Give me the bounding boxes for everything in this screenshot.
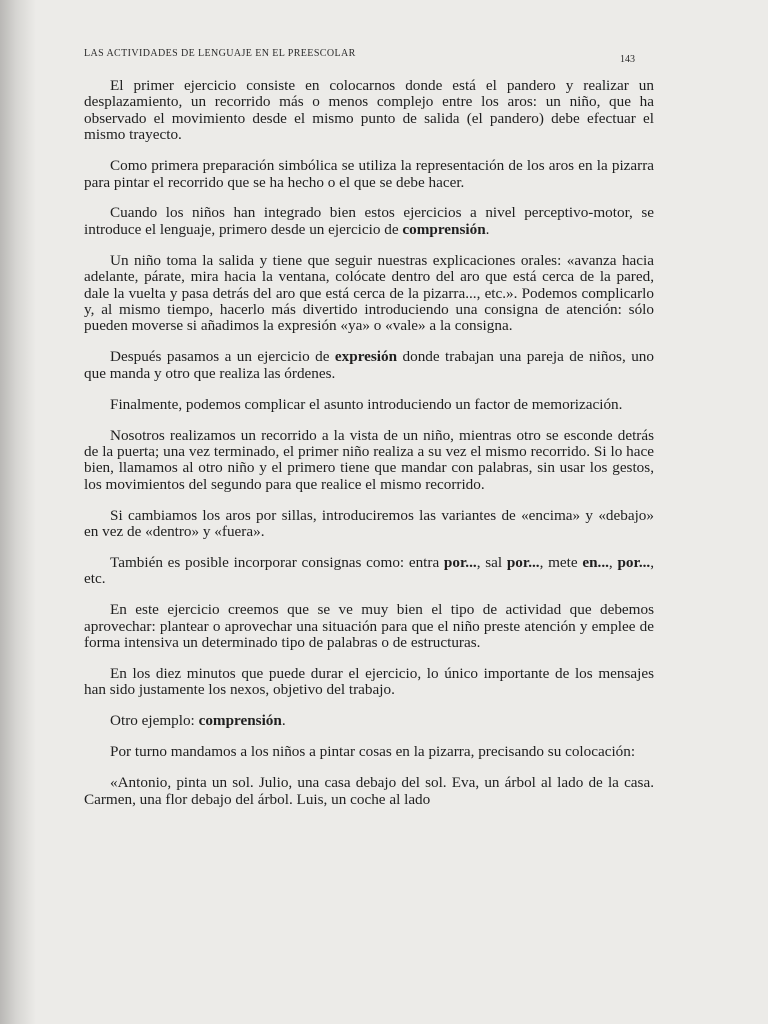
paragraph-5: [84, 349, 654, 382]
bold-term: por...: [443, 553, 477, 571]
paragraph-text: En los diez minutos que puede durar el ejercicio, lo único importante de los mensajes han sido justamente los nexos, objetivo del trabajo.: [84, 664, 654, 699]
bold-term: por...: [506, 553, 540, 571]
paragraph-text: Finalmente, podemos complicar el asunto introduciendo un factor de memorización.: [110, 395, 623, 413]
paragraph-text: Por turno mandamos a los niños a pintar cosas en la pizarra, precisando su colocación:: [110, 743, 636, 761]
bold-term: comprensión: [198, 712, 282, 730]
paragraph-14: [84, 775, 654, 808]
paragraph-3: [84, 205, 654, 238]
paragraph-text: Nosotros realizamos un recorrido a la vista de un niño, mientras otro se esconde detrás de la puerta; una vez terminado, el primer niño realiza a su vez el mismo recorrido. Si lo hace bien, llamamos al otro niño y el primero tiene que mandar con palabras, sin usar los gestos, los movimientos del segundo para que realice el mismo recorrido.: [84, 426, 654, 493]
paragraph-text: Cuando los niños han integrado bien estos ejercicios a nivel perceptivo-motor, se introduce el lenguaje, primero desde un ejercicio de: [84, 204, 654, 238]
paragraph-text: «Antonio, pinta un sol. Julio, una casa debajo del sol. Eva, un árbol al lado de la casa. Carmen, una flor debajo del árbol. Luis, un coche al lado: [84, 774, 654, 808]
paragraph-text: Después pasamos a un ejercicio de: [110, 348, 335, 366]
paragraph-12: [84, 713, 654, 729]
bold-term: expresión: [334, 348, 398, 366]
paragraph-2: [84, 158, 654, 191]
bold-term: en...: [582, 553, 609, 571]
paragraph-text: Un niño toma la salida y tiene que seguir nuestras explicaciones orales: «avanza hacia adelante, párate, mira hacia la ventana, colócate dentro del aro que está cerca de la pared, dale la vuelta y pasa detrás del aro que está cerca de la pizarra..., etc.». Podemos complicarlo y, al mismo tiempo, hacerlo más divertido introduciendo una consigna de atención: sólo pueden moverse si añadimos la expresión «ya» o «vale» a la consigna.: [84, 251, 654, 335]
paragraph-text: .: [281, 712, 286, 730]
paragraph-text: El primer ejercicio consiste en colocarnos donde está el pandero y realizar un desplazamiento, un recorrido más o menos complejo entre los aros: un niño, que ha observado el movimiento desde el mismo punto de salida (el pandero) debe efectuar el mismo trayecto.: [84, 77, 654, 144]
paragraph-8: [84, 508, 654, 541]
paragraph-text: Otro ejemplo:: [110, 712, 199, 730]
paragraph-7: [84, 428, 654, 494]
paragraph-text: Como primera preparación simbólica se utiliza la representación de los aros en la pizarra para pintar el recorrido que se ha hecho o el que se debe hacer.: [84, 157, 654, 191]
paragraph-text: Si cambiamos los aros por sillas, introduciremos las variantes de «encima» y «debajo» en vez de «dentro» y «fuera».: [84, 506, 654, 541]
paragraph-text: .: [485, 220, 490, 238]
paragraph-text: , mete: [539, 553, 583, 571]
paragraph-text: ,: [608, 553, 618, 571]
paragraph-text: , sal: [476, 553, 507, 571]
paragraph-text: donde trabajan una pareja de niños, uno que manda y otro que realiza las órdenes.: [84, 348, 654, 382]
paragraph-11: [84, 666, 654, 699]
paragraph-6: [84, 397, 654, 413]
paragraph-text: También es posible incorporar consignas como: entra: [110, 553, 444, 571]
bold-term: por...: [617, 553, 651, 571]
paragraph-13: [84, 744, 654, 760]
bold-term: comprensión: [402, 220, 486, 238]
paragraph-9: [84, 555, 654, 588]
paragraph-4: [84, 253, 654, 335]
paragraph-10: [84, 602, 654, 651]
running-head: LAS ACTIVIDADES DE LENGUAJE EN EL PREESCOLAR: [84, 48, 356, 59]
body-text: [84, 78, 654, 808]
paragraph-text: En este ejercicio creemos que se ve muy bien el tipo de actividad que debemos aprovechar: plantear o aprovechar una situación para que el niño preste atención y emplee de forma intensiva un determinado tipo de palabras o de estructuras.: [84, 601, 654, 652]
paragraph-1: [84, 78, 654, 144]
paragraph-text: , etc.: [84, 553, 655, 588]
page-number: 143: [620, 54, 635, 65]
